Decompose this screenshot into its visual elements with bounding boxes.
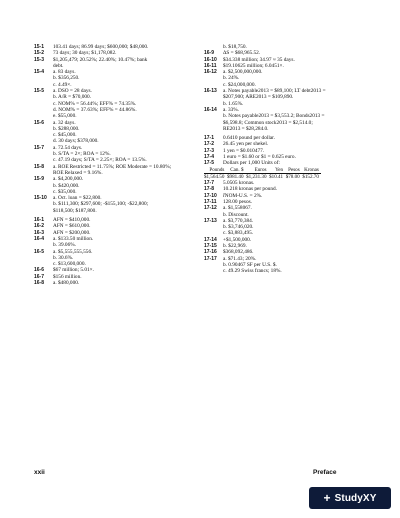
problem-number: 15-4 bbox=[34, 69, 45, 76]
problem-number: 16-1 bbox=[34, 217, 45, 224]
problem-number: 16-2 bbox=[34, 223, 45, 230]
problem-number: 17-15 bbox=[204, 243, 217, 250]
answer-line: c. $45,000. bbox=[53, 132, 77, 139]
answer-line: b. $18,750. bbox=[223, 44, 247, 50]
problem-number: 17-8 bbox=[204, 186, 215, 193]
problem-number: 16-10 bbox=[204, 56, 217, 63]
answer-line: a. 32 days. bbox=[53, 119, 76, 126]
answer-entry bbox=[34, 195, 194, 214]
answer-line: AFN = $200,000. bbox=[53, 229, 91, 236]
currency-header-cell: Kronas bbox=[302, 167, 321, 174]
problem-number: 16-9 bbox=[204, 50, 215, 57]
problem-number: 15-3 bbox=[34, 56, 45, 63]
answer-line: c. 4.49×. bbox=[53, 81, 72, 88]
answer-line: b. 30.6%. bbox=[53, 254, 74, 261]
currency-header-cell: Pounds bbox=[204, 167, 227, 174]
answer-line: a. $71.43; 20%. bbox=[223, 255, 257, 262]
answer-line: +$1,500,000. bbox=[223, 236, 252, 243]
answer-line: 10.218 kronas per pound. bbox=[223, 186, 277, 193]
answer-line: c. NOM% = 56.44%; EFF% = 74.35%. bbox=[53, 100, 137, 107]
currency-value-cell: $10.41 bbox=[269, 173, 284, 180]
answer-line: a. 72.54 days. bbox=[53, 144, 83, 151]
problem-number: 17-16 bbox=[204, 249, 217, 256]
answer-line: b. Discount. bbox=[223, 211, 249, 218]
problem-number: 16-7 bbox=[34, 273, 45, 280]
answer-line: b. S/TA = 2×; ROA = 12%. bbox=[53, 151, 111, 158]
problem-number: 15-6 bbox=[34, 119, 45, 126]
problem-number: 15-9 bbox=[34, 176, 45, 183]
answer-line: $1,205,479; 20.52%; 22.40%; 10.47%; bank bbox=[53, 56, 148, 63]
currency-table-values bbox=[204, 173, 321, 180]
answer-line: b. 24%. bbox=[223, 75, 240, 82]
answer-line: r̂NOM-U.S. = 2%. bbox=[223, 192, 263, 199]
answer-line: 128.00 pesos. bbox=[223, 198, 252, 205]
answer-line: 73 days; 30 days; $1,178,082. bbox=[53, 50, 117, 57]
problem-number: 17-5 bbox=[204, 160, 215, 167]
problem-number: 17-11 bbox=[204, 198, 217, 205]
answer-line: a. $133.50 million. bbox=[53, 235, 94, 242]
answer-entry bbox=[34, 120, 194, 145]
answer-line: c. 47.19 days; S/TA = 2.25×; ROA = 13.5%. bbox=[53, 157, 147, 164]
answer-line: 1 euro = $1.60 or $1 = 0.625 euro. bbox=[223, 154, 296, 161]
problem-number: 16-6 bbox=[34, 267, 45, 274]
answer-entry bbox=[204, 256, 374, 275]
answer-entry bbox=[34, 88, 194, 119]
problem-number: 16-8 bbox=[34, 279, 45, 286]
left-column bbox=[34, 44, 194, 286]
answer-line: b. $288,000. bbox=[53, 125, 80, 132]
answer-line: b. $3,746,020. bbox=[223, 224, 254, 231]
currency-table bbox=[204, 167, 321, 180]
answer-line: debt. bbox=[53, 62, 64, 69]
answer-line: 103.41 days; 86.99 days; $600,000; $48,000. bbox=[53, 44, 149, 50]
answer-line: ROE Relaxed = 9.16%. bbox=[53, 169, 103, 176]
answer-line: AFN = $410,000. bbox=[53, 217, 91, 224]
problem-number: 17-17 bbox=[204, 255, 217, 262]
answer-line: AFN = $610,000. bbox=[53, 223, 91, 230]
currency-table-header bbox=[204, 167, 321, 174]
answer-line: $118,500; $187,800. bbox=[53, 207, 97, 214]
answer-entry bbox=[204, 88, 374, 107]
section-title: Preface bbox=[313, 469, 337, 476]
answer-line: 5.0505 kronas. bbox=[223, 180, 255, 187]
problem-number: 16-4 bbox=[34, 235, 45, 242]
problem-number: 16-5 bbox=[34, 248, 45, 255]
right-column-bottom bbox=[204, 180, 374, 274]
studyxy-badge[interactable] bbox=[309, 487, 391, 509]
answer-line: ΔS = $68,965.52. bbox=[223, 50, 261, 57]
right-column bbox=[204, 44, 374, 275]
answer-line: b. $22,969. bbox=[223, 243, 247, 250]
answer-line: c. $35,000. bbox=[53, 188, 77, 195]
answer-line: c. 49.29 Swiss francs; 18%. bbox=[223, 268, 282, 275]
currency-value-cell: $152.70 bbox=[302, 173, 319, 180]
answer-line: $6,598.8; Common stock2013 = $2,514.0; bbox=[223, 119, 313, 126]
answer-line: c. $3,883,495. bbox=[223, 230, 254, 237]
answer-line: b. $111,300; $297,600; -$155,100; -$22,800; bbox=[53, 201, 149, 208]
answer-line: b. Notes payable2013 = $3,553.2; Bonds2013 = bbox=[223, 113, 325, 120]
problem-number: 15-1 bbox=[34, 44, 45, 50]
currency-header-cell: Yen bbox=[269, 167, 286, 174]
answer-line: d. 30 days; $378,000. bbox=[53, 138, 99, 145]
problem-number: 15-10 bbox=[34, 195, 47, 202]
problem-number: 16-3 bbox=[34, 229, 45, 236]
answer-line: RE2013 = $28,284.0. bbox=[223, 125, 269, 132]
answer-line: a. $5,555,555,556. bbox=[53, 248, 93, 255]
currency-header-cell: Euros bbox=[246, 167, 269, 174]
problem-number: 16-13 bbox=[204, 88, 217, 95]
answer-line: a. $4,200,000. bbox=[53, 176, 84, 183]
currency-header-cell: Can. $ bbox=[227, 167, 246, 174]
problem-number: 15-5 bbox=[34, 88, 45, 95]
problem-number: 17-10 bbox=[204, 192, 217, 199]
problem-number: 17-12 bbox=[204, 205, 217, 212]
answer-line: c. $24,000,000. bbox=[223, 81, 256, 88]
answer-entry bbox=[34, 164, 194, 177]
answer-entry bbox=[204, 218, 374, 237]
answer-entry bbox=[34, 236, 194, 249]
currency-value-cell: $1,231.30 bbox=[246, 173, 267, 180]
answer-entry bbox=[204, 205, 374, 218]
problem-number: 17-3 bbox=[204, 147, 215, 154]
problem-number: 15-2 bbox=[34, 50, 45, 57]
answer-line: d. NOM% = 37.63%; EFF% = 44.86%. bbox=[53, 106, 137, 113]
answer-line: a. ROE Restricted = 11.75%; ROE Moderate = 10.80%; bbox=[53, 163, 172, 170]
problem-number: 16-11 bbox=[204, 62, 217, 69]
answer-line: e. $55,000. bbox=[53, 113, 77, 120]
problem-number: 17-13 bbox=[204, 217, 217, 224]
problem-number: 15-7 bbox=[34, 144, 45, 151]
answer-line: a. $2,500,000,000. bbox=[223, 69, 263, 76]
plus-icon: + bbox=[323, 491, 331, 505]
answer-line: a. $3,770,384. bbox=[223, 217, 254, 224]
answer-line: a. DSO = 28 days. bbox=[53, 88, 92, 95]
answer-line: b. $420,000. bbox=[53, 182, 80, 189]
answer-entry bbox=[34, 69, 194, 88]
badge-label: StudyXY bbox=[334, 492, 377, 504]
answer-entry bbox=[34, 145, 194, 164]
answer-entry bbox=[204, 107, 374, 132]
answer-line: $368,092,486. bbox=[223, 249, 254, 256]
currency-value-cell: $981.40 bbox=[226, 173, 244, 180]
answer-entry bbox=[204, 160, 374, 166]
answer-line: 26.45 yen per shekel. bbox=[223, 141, 269, 148]
page-number: xxii bbox=[34, 469, 45, 476]
problem-number: 17-7 bbox=[204, 180, 215, 187]
answer-line: $207,900; ARE2013 = $109,890. bbox=[223, 94, 294, 101]
answer-line: b. 1.65%. bbox=[223, 100, 244, 107]
currency-header-cell: Pesos bbox=[286, 167, 303, 174]
problem-number: 17-14 bbox=[204, 236, 217, 243]
answer-line: b. $356,250. bbox=[53, 75, 80, 82]
problem-number: 15-8 bbox=[34, 163, 45, 170]
answer-entry bbox=[34, 176, 194, 195]
problem-number: 17-2 bbox=[204, 141, 215, 148]
answer-line: b. 0.90467 SF per U.S. $. bbox=[223, 261, 277, 268]
problem-number: 16-14 bbox=[204, 106, 217, 113]
answer-line: $67 million; 5.01×. bbox=[53, 267, 94, 274]
problem-number: 16-12 bbox=[204, 69, 217, 76]
answer-line: 1 yen = $0.010477. bbox=[223, 147, 265, 154]
answer-line: b. A/R = $70,000. bbox=[53, 94, 92, 101]
problem-number: 17-4 bbox=[204, 154, 215, 161]
answer-line: $19.10625 million; 6.0451×. bbox=[223, 62, 284, 69]
answer-line: Dollars per 1,000 Units of: bbox=[223, 160, 280, 167]
answer-line: c. $13,600,000. bbox=[53, 261, 86, 268]
answer-line: a. Notes payable2013 = $89,100; LT debt2013 = bbox=[223, 88, 326, 95]
answer-line: 0.6410 pound per dollar. bbox=[223, 135, 275, 142]
answer-entry bbox=[34, 249, 194, 268]
answer-line: $156 million. bbox=[53, 273, 82, 280]
answer-line: $34.338 million; 34.97 ≈ 35 days. bbox=[223, 56, 295, 63]
currency-value-cell: $78.00 bbox=[285, 173, 300, 180]
answer-entry bbox=[34, 280, 194, 286]
answer-entry bbox=[204, 69, 374, 88]
answer-entry bbox=[34, 57, 194, 70]
answer-line: b. 39.06%. bbox=[53, 242, 76, 249]
answer-line: a. Oct. loan = $22,800. bbox=[53, 195, 102, 202]
answer-line: a. 33%. bbox=[223, 106, 240, 113]
problem-number: 17-1 bbox=[204, 135, 215, 142]
answer-line: a. 83 days. bbox=[53, 69, 76, 76]
right-column-top bbox=[204, 44, 374, 167]
currency-value-cell: $1,564.50 bbox=[204, 173, 225, 180]
answer-line: a. $1,558067. bbox=[223, 205, 252, 212]
answer-line: a. $480,000. bbox=[53, 279, 80, 286]
